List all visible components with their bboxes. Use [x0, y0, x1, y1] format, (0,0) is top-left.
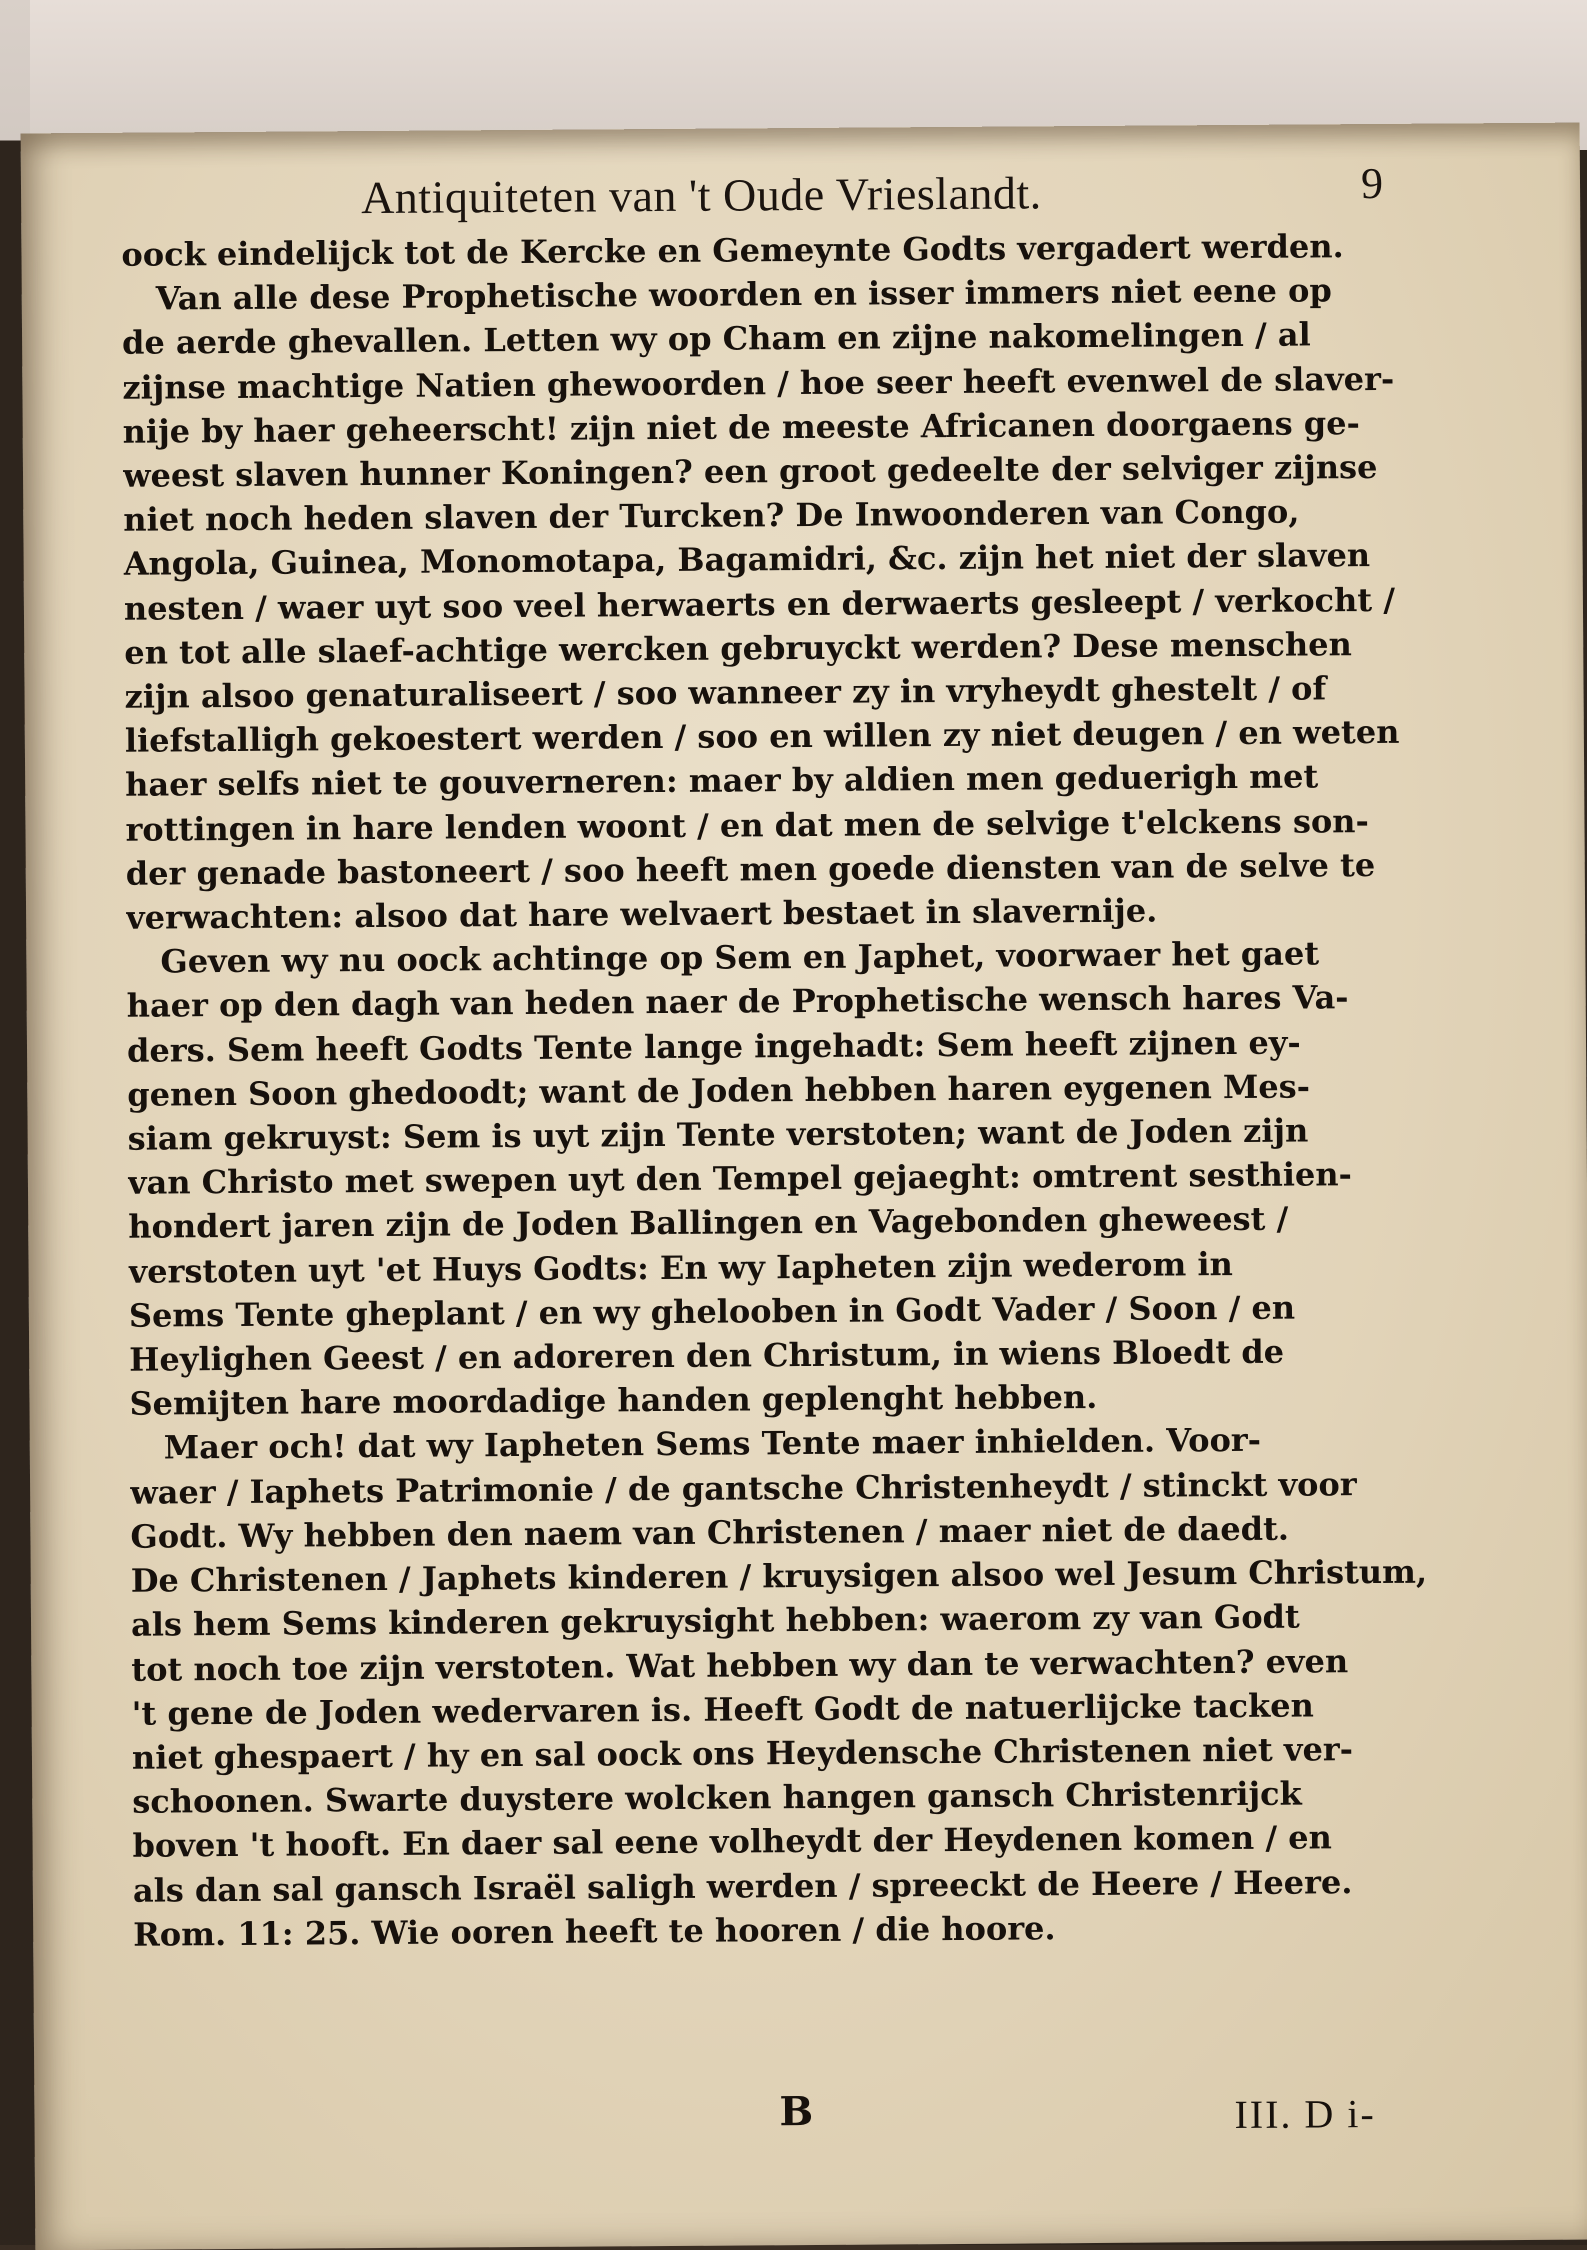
text-line: Sems Tente gheplant / en wy ghelooben in Godt Vader / Soon / en	[128, 1288, 1296, 1335]
text-line: zijn alsoo genaturaliseert / soo wanneer zy in vryheydt ghestelt / of	[124, 669, 1327, 716]
text-line: Godt. Wy hebben den naem van Christenen / maer niet de daedt.	[130, 1509, 1290, 1556]
text-line: der genade bastoneert / soo heeft men goede diensten van de selve te	[125, 845, 1376, 893]
text-line: Rom. 11: 25. Wie ooren heeft te hooren / die hoore.	[133, 1909, 1056, 1954]
text-line: liefstalligh gekoestert werden / soo en willen zy niet deugen / en weten	[124, 713, 1400, 760]
text-line: genen Soon ghedoodt; want de Joden hebben haren eygenen Mes-	[127, 1067, 1311, 1114]
text-line: Heylighen Geest / en adoreren den Christum, in wiens Bloedt de	[129, 1332, 1285, 1379]
text-line: en tot alle slaef-achtige wercken gebruyckt werden? Dese menschen	[124, 625, 1352, 672]
text-line: tot noch toe zijn verstoten. Wat hebben wy dan te verwachten? even	[131, 1641, 1349, 1689]
text-line: Semijten hare moordadige handen geplenght hebben.	[129, 1378, 1098, 1424]
text-line: schoonen. Swarte duystere wolcken hangen gansch Christenrijck	[132, 1774, 1302, 1821]
text-line: nesten / waer uyt soo veel herwaerts en derwaerts gesleept / verkocht /	[123, 580, 1396, 628]
text-line: niet ghespaert / hy en sal oock ons Heydensche Christenen niet ver-	[131, 1730, 1354, 1777]
text-line: nije by haer geheerscht! zijn niet de meeste Africanen doorgaens ge-	[122, 403, 1360, 451]
text-line: weest slaven hunner Koningen? een groot gedeelte der selviger zijnse	[122, 448, 1378, 495]
book-page	[21, 123, 1587, 2250]
text-line: zijnse machtige Natien ghewoorden / hoe seer heeft evenwel de slaver-	[122, 359, 1395, 407]
page-footer	[34, 2083, 1587, 2174]
text-line: de aerde ghevallen. Letten wy op Cham en zijne nakomelingen / al	[121, 315, 1311, 363]
text-line: haer selfs niet te gouverneren: maer by aldien men geduerigh met	[125, 757, 1319, 805]
text-line: niet noch heden slaven der Turcken? De Inwoonderen van Congo,	[123, 492, 1300, 539]
text-line: Maer och! dat wy Iapheten Sems Tente maer inhielden. Voor-	[163, 1421, 1262, 1467]
page-number: 9	[1360, 158, 1384, 209]
page-header	[21, 153, 1580, 234]
text-line: waer / Iaphets Patrimonie / de gantsche Christenheydt / stinckt voor	[129, 1464, 1357, 1512]
text-line: als hem Sems kinderen gekruysight hebben: waerom zy van Godt	[130, 1597, 1300, 1645]
text-line: Van alle dese Prophetische woorden en isser immers niet eene op	[155, 271, 1332, 318]
text-line: oock eindelijck tot de Kercke en Gemeynte Godts vergadert werden.	[121, 227, 1344, 274]
text-line: De Christenen / Japhets kinderen / kruysigen alsoo wel Jesum Christum,	[130, 1552, 1428, 1600]
text-line: als dan sal gansch Israël saligh werden / spreeckt de Heere / Heere.	[132, 1862, 1353, 1910]
text-line: 't gene de Joden wedervaren is. Heeft Godt de natuerlijcke tacken	[131, 1686, 1314, 1733]
text-line: Angola, Guinea, Monomotapa, Bagamidri, &c. zijn het niet der slaven	[123, 536, 1371, 584]
text-line: verwachten: alsoo dat hare welvaert bestaet in slavernije.	[125, 891, 1158, 937]
running-title: Antiquiteten van 't Oude Vrieslandt.	[360, 167, 1042, 224]
text-line: van Christo met swepen uyt den Tempel gejaeght: omtrent sesthien-	[127, 1155, 1353, 1203]
text-line: haer op den dagh van heden naer de Prophetische wensch hares Va-	[126, 978, 1349, 1026]
text-line: siam gekruyst: Sem is uyt zijn Tente verstoten; want de Joden zijn	[127, 1111, 1309, 1158]
catchword: III. D i-	[1234, 2091, 1376, 2138]
body-text	[121, 223, 1513, 1957]
text-line: Geven wy nu oock achtinge op Sem en Japhet, voorwaer het gaet	[160, 934, 1320, 981]
text-line: hondert jaren zijn de Joden Ballingen en Vagebonden gheweest /	[128, 1200, 1289, 1247]
text-line: boven 't hooft. En daer sal eene volheydt der Heydenen komen / en	[132, 1818, 1332, 1866]
text-line: verstoten uyt 'et Huys Godts: En wy Iapheten zijn wederom in	[128, 1244, 1233, 1291]
signature-mark: B	[779, 2087, 814, 2136]
text-line: rottingen in hare lenden woont / en dat men de selvige t'elckens son-	[125, 801, 1369, 849]
text-line: ders. Sem heeft Godts Tente lange ingehadt: Sem heeft zijnen ey-	[126, 1023, 1301, 1070]
